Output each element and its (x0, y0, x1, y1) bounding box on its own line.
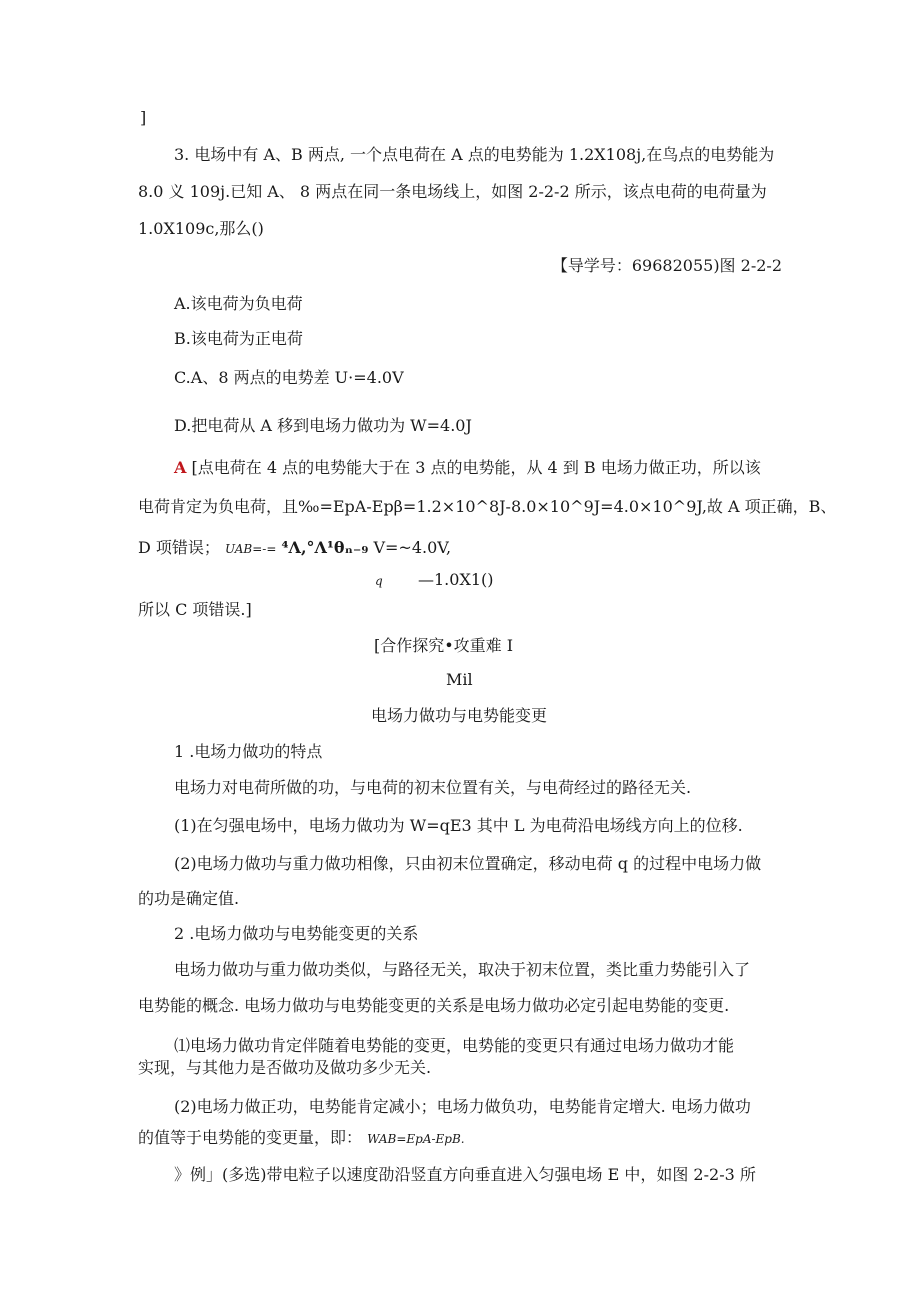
uab-formula: UAB=-= (225, 542, 277, 556)
answer-line-2: 电荷肯定为负电荷，且‰=EpA-Epβ=1.2×10^8J-8.0×10^9J=4.0×10^9J,故 A 项正确，B、 (138, 497, 837, 516)
point-2-item-2-line-1: (2)电场力做正功，电势能肯定减小；电场力做负功，电势能肯定增大. 电场力做功 (174, 1097, 751, 1116)
point-1-item-2-line-1: (2)电场力做功与重力做功相像，只由初末位置确定，移动电荷 q 的过程中电场力做 (174, 854, 762, 873)
point-1-title: 1 .电场力做功的特点 (174, 742, 323, 761)
option-c: C.A、8 两点的电势差 U·=4.0V (174, 368, 404, 387)
answer-letter: A (174, 458, 187, 477)
answer-text-1: [点电荷在 4 点的电势能大于在 3 点的电势能，从 4 到 B 电场力做正功，所以该 (191, 458, 761, 477)
example-line: 》例」(多选)带电粒子以速度劭沿竖直方向垂直进入匀强电场 E 中，如图 2-2-3 所 (174, 1165, 756, 1184)
section-title: 电场力做功与电势能变更 (371, 706, 548, 725)
option-d: D.把电荷从 A 移到电场力做功为 W=4.0J (174, 416, 472, 435)
point-2-body-line-1: 电场力做功与重力做功类似，与路径无关，取决于初末位置，类比重力势能引入了 (174, 960, 751, 979)
option-a: A.该电荷为负电荷 (174, 294, 303, 313)
point-2-item-2-line-2 (138, 1128, 465, 1148)
answer-line-4: 所以 C 项错误.] (138, 600, 252, 619)
bracket-top: ] (140, 108, 147, 127)
point-2-item-1-line-2: 实现，与其他力是否做功及做功多少无关. (138, 1058, 432, 1077)
point-1-item-1: (1)在匀强电场中，电场力做功为 W=qE3 其中 L 为电荷沿电场线方向上的位移. (174, 816, 743, 835)
section-mil: Mil (446, 670, 473, 689)
wab-formula: WAB=EpA-EpB. (367, 1132, 465, 1146)
point-1-body: 电场力对电荷所做的功，与电荷的初末位置有关，与电荷经过的路径无关. (174, 778, 692, 797)
point-2-item-1-line-1: ⑴电场力做功肯定伴随着电势能的变更，电势能的变更只有通过电场力做功才能 (174, 1036, 735, 1055)
question-3-line-3: 1.0X109c,那么() (138, 219, 264, 238)
fraction-q: q (375, 574, 383, 588)
answer-line-3-suffix: V=~4.0V, (373, 538, 452, 557)
question-3-line-1: 3. 电场中有 A、B 两点, 一个点电荷在 A 点的电势能为 1.2X108j,在鸟点的电势能为 (174, 145, 775, 164)
point-2-item-2-prefix: 的值等于电势能的变更量，即： (138, 1128, 363, 1147)
point-1-item-2-line-2: 的功是确定值. (138, 889, 240, 908)
guide-reference: 【导学号：69682055)图 2-2-2 (551, 256, 782, 275)
fraction-denominator: —1.0X1() (418, 570, 494, 589)
answer-line-1 (174, 458, 761, 478)
answer-line-3 (138, 538, 451, 558)
point-2-title: 2 .电场力做功与电势能变更的关系 (174, 924, 419, 943)
section-header: [合作探究•攻重难 I (374, 636, 514, 655)
option-b: B.该电荷为正电荷 (174, 329, 303, 348)
garbled-fraction: ⁴Λ,°Λ¹θₙ₋₉ (281, 538, 369, 557)
question-3-line-2: 8.0 义 109j.已知 A、 8 两点在同一条电场线上，如图 2-2-2 所示，该点电荷的电荷量为 (138, 182, 767, 201)
answer-line-3-prefix: D 项错误； (138, 538, 220, 557)
point-2-body-line-2: 电势能的概念. 电场力做功与电势能变更的关系是电场力做功必定引起电势能的变更. (138, 996, 730, 1015)
